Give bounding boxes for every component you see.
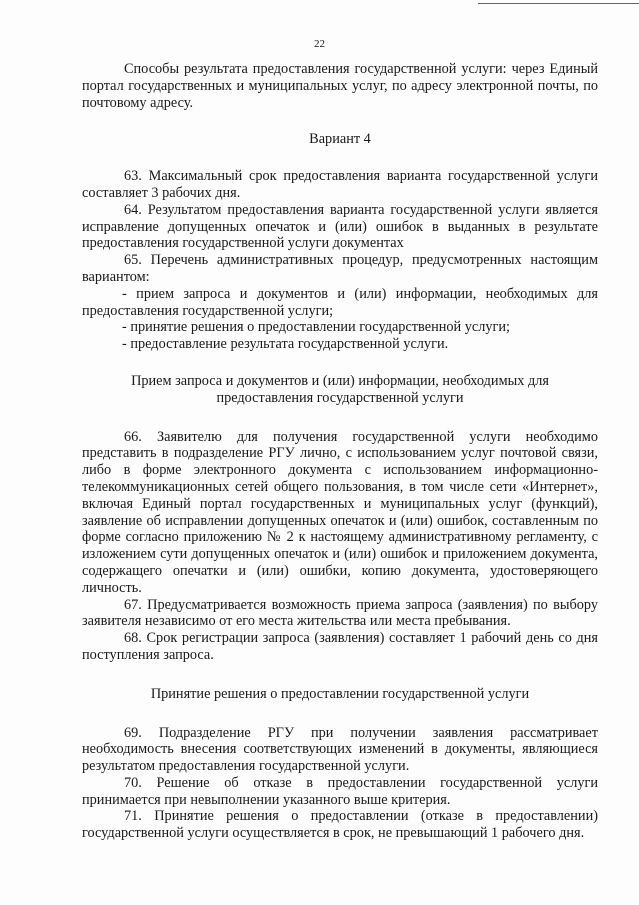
intro-paragraph: Способы результата предоставления государственной услуги: через Единый портал государственных и муниципальных услуг, по адресу электронной почты, по почтовому адресу. — [82, 61, 598, 111]
list-item: - принятие решения о предоставлении государственной услуги; — [122, 319, 511, 336]
list-item: - предоставление результата государственной услуги. — [122, 336, 449, 353]
paragraph-65: 65. Перечень административных процедур, предусмотренных настоящим вариантом: — [82, 252, 598, 285]
paragraph-69: 69. Подразделение РГУ при получении заявления рассматривает необходимость внесения соответствующих изменений в документы, являющиеся результатом предоставления государственной услуги. — [82, 724, 598, 775]
top-rule — [478, 3, 639, 4]
paragraph-71: 71. Принятие решения о предоставлении (отказе в предоставлении) государственной услуги осуществляется в срок, не превышающий 1 рабочего дня. — [82, 808, 598, 842]
variant-heading: Вариант 4 — [309, 131, 371, 148]
list-item: - прием запроса и документов и (или) информации, необходимых для предоставления государственной услуги; — [82, 285, 598, 319]
paragraph-68: 68. Срок регистрации запроса (заявления) составляет 1 рабочий день со дня поступления запроса. — [82, 630, 598, 663]
page-number: 22 — [314, 38, 325, 50]
document-body — [82, 61, 598, 842]
paragraph-67: 67. Предусматривается возможность приема запроса (заявления) по выбору заявителя независимо от его места жительства или места пребывания. — [82, 596, 598, 630]
paragraph-64: 64. Результатом предоставления варианта государственной услуги является исправление допущенных опечаток и (или) ошибок в выданных в результате предоставления государственной услуги документах — [82, 201, 598, 252]
paragraph-63: 63. Максимальный срок предоставления варианта государственной услуги составляет 3 рабочих дня. — [82, 168, 598, 201]
section-heading-decision: Принятие решения о предоставлении государственной услуги — [150, 685, 530, 702]
section-heading-intake: Прием запроса и документов и (или) информации, необходимых для предоставления государственной услуги — [131, 372, 549, 406]
paragraph-70: 70. Решение об отказе в предоставлении государственной услуги принимается при невыполнении указанного выше критерия. — [82, 774, 598, 808]
paragraph-66: 66. Заявителю для получения государственной услуги необходимо представить в подразделение РГУ лично, с использованием услуг почтовой связи, либо в форме электронного документа с использованием информационно-телекоммуникационных сетей общего пользования, в том числе сети «Интернет», включая Единый портал государственных и муниципальных услуг (функций), заявление об исправлении допущенных опечаток и (или) ошибок, составленным по форме согласно приложению № 2 к настоящему административному регламенту, с изложением сути допущенных опечаток и (или) ошибок и приложением документа, содержащего опечатки и (или) ошибки, копию документа, удостоверяющего личность. — [82, 428, 598, 596]
